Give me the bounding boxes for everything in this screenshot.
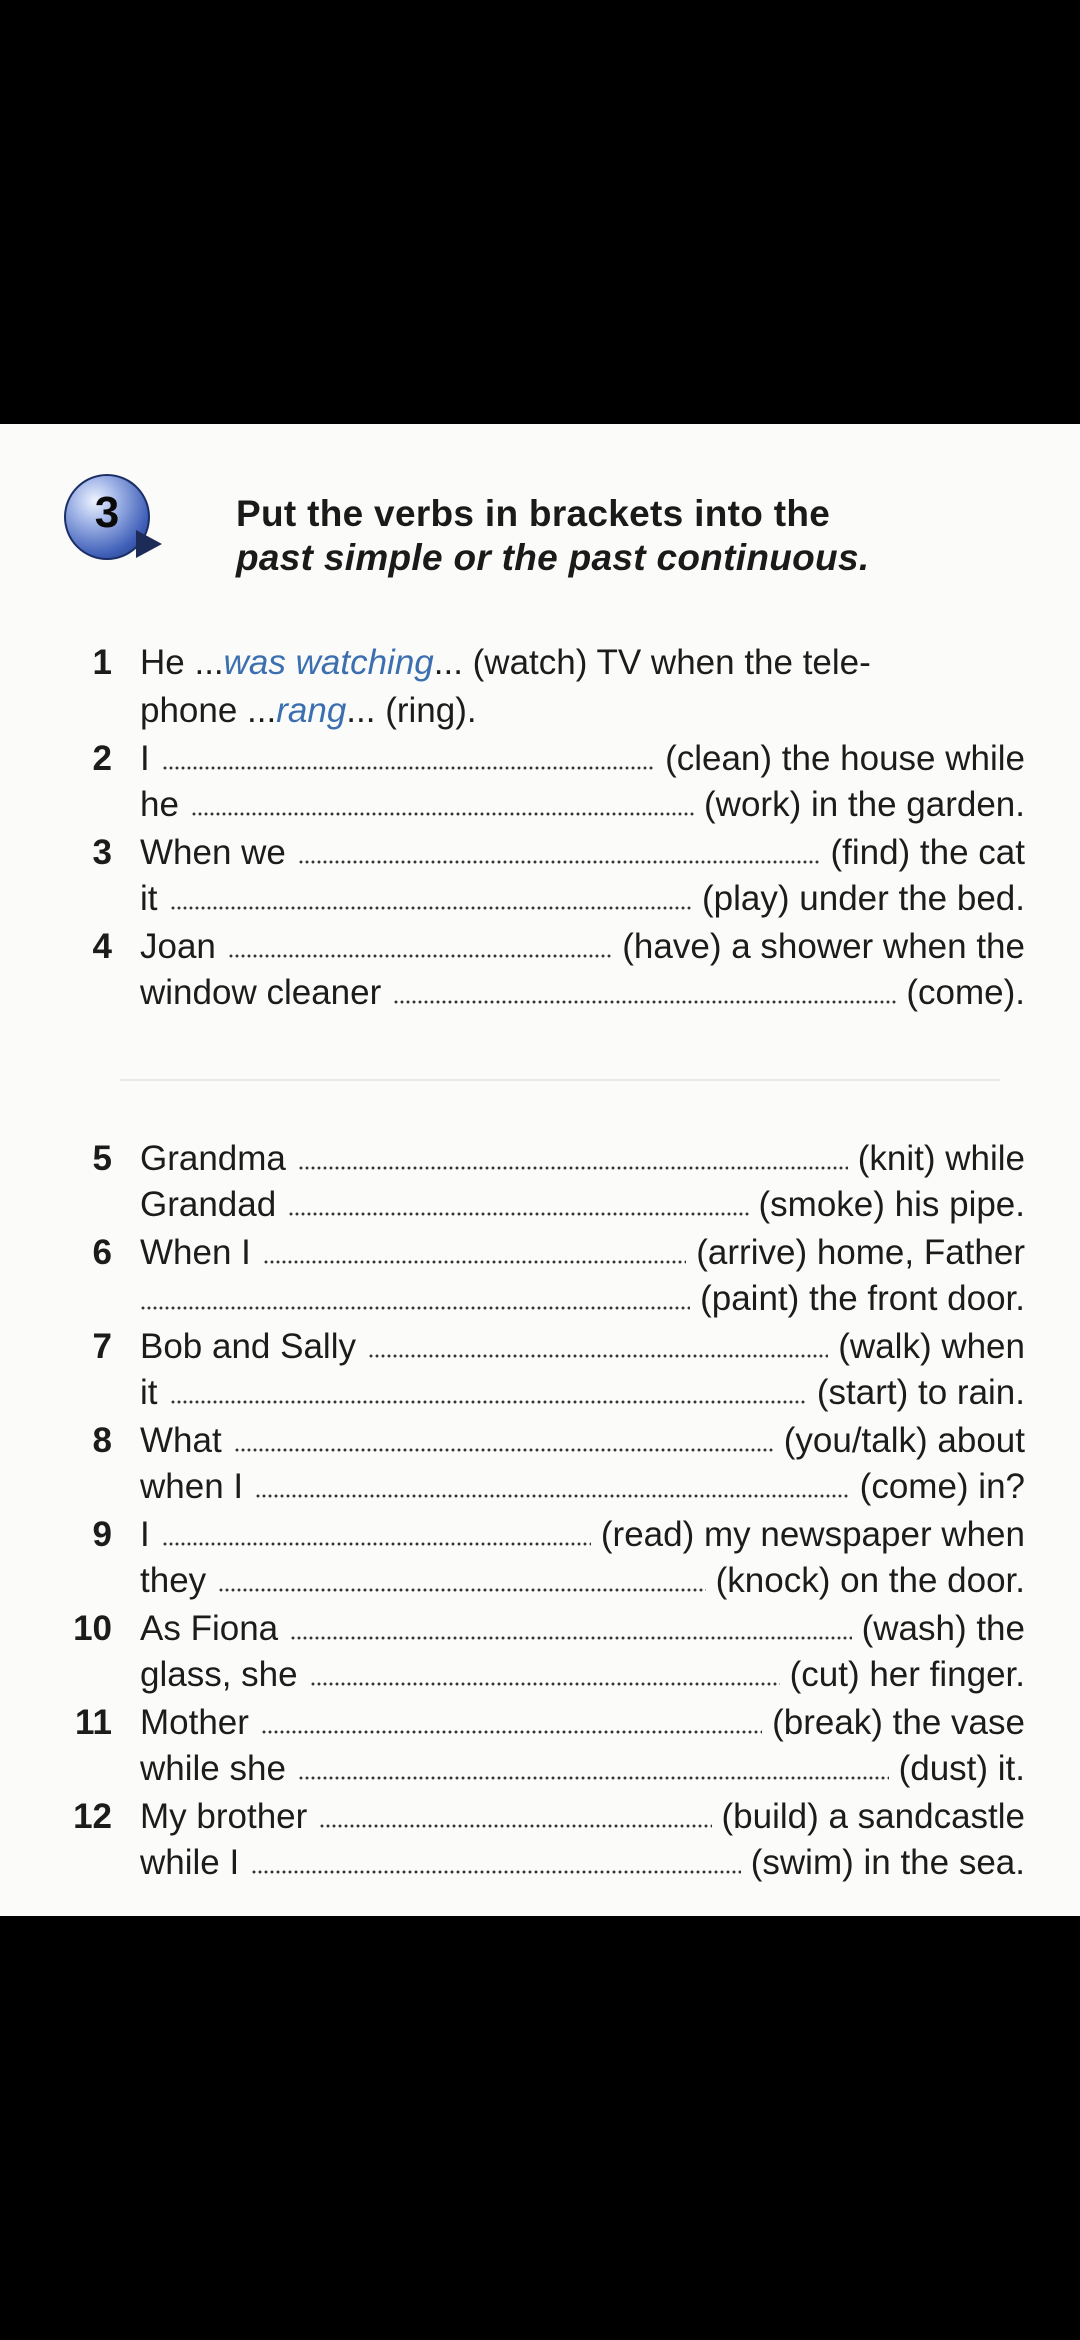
- sentence-end: (break) the vase: [772, 1703, 1025, 1742]
- item-number: 4: [92, 927, 112, 966]
- item-2-line-2: [140, 782, 1025, 828]
- item-number: 3: [92, 833, 112, 872]
- example-text: phone ...: [140, 691, 277, 730]
- sentence-start: Bob and Sally: [140, 1327, 356, 1366]
- exercise-instructions: [236, 492, 869, 580]
- sentence-start: window cleaner: [140, 973, 382, 1012]
- item-8-line-1: [92, 1418, 1025, 1464]
- sentence-end: (paint) the front door.: [700, 1279, 1025, 1318]
- item-4-line-2: [140, 970, 1025, 1016]
- example-answer: rang: [276, 691, 347, 730]
- answer-blank[interactable]: [288, 1212, 748, 1216]
- item-11-line-2: [140, 1746, 1025, 1792]
- answer-blank[interactable]: [310, 1682, 780, 1686]
- item-12-line-1: [73, 1794, 1025, 1840]
- sentence-start: while I: [140, 1843, 240, 1882]
- item-number: 1: [92, 643, 112, 682]
- sentence-end: (walk) when: [838, 1327, 1025, 1366]
- answer-blank[interactable]: [298, 1166, 848, 1170]
- sentence-start: he: [140, 785, 179, 824]
- example-line-1: [92, 640, 1025, 686]
- item-10-line-2: [140, 1652, 1025, 1698]
- badge-pointer: [136, 530, 162, 558]
- sentence-end: (you/talk) about: [783, 1421, 1025, 1460]
- item-3-line-1: [92, 830, 1025, 876]
- sentence-start: Grandad: [140, 1185, 277, 1224]
- sentence-end: (swim) in the sea.: [750, 1843, 1025, 1882]
- sentence-start: glass, she: [140, 1655, 298, 1694]
- sentence-start: it: [140, 1373, 158, 1412]
- sentence-start: I: [140, 1515, 150, 1554]
- sentence-end: (come).: [906, 973, 1025, 1012]
- sentence-start: it: [140, 879, 158, 918]
- item-number: 11: [75, 1703, 112, 1742]
- sentence-start: Mother: [140, 1703, 249, 1742]
- answer-blank[interactable]: [255, 1494, 850, 1498]
- example-answer: was watching: [223, 643, 434, 682]
- sentence-start: Joan: [140, 927, 216, 966]
- sentence-start: When we: [140, 833, 286, 872]
- sentence-end: (come) in?: [859, 1467, 1025, 1506]
- item-8-line-2: [140, 1464, 1025, 1510]
- sentence-end: (knock) on the door.: [715, 1561, 1025, 1600]
- sentence-end: (clean) the house while: [665, 739, 1025, 778]
- sentence-start: when I: [140, 1467, 244, 1506]
- item-9-line-1: [92, 1512, 1025, 1558]
- sentence-start: What: [140, 1421, 222, 1460]
- example-line-2: [140, 688, 1025, 734]
- answer-blank[interactable]: [234, 1448, 774, 1452]
- answer-blank[interactable]: [170, 906, 693, 910]
- sentence-end: (dust) it.: [898, 1749, 1025, 1788]
- sentence-start: Grandma: [140, 1139, 286, 1178]
- answer-blank[interactable]: [251, 1870, 741, 1874]
- item-number: 7: [92, 1327, 112, 1366]
- exercise-number: 3: [94, 488, 120, 537]
- item-5-line-2: [140, 1182, 1025, 1228]
- example-text: ... (ring).: [346, 691, 477, 730]
- sentence-end: (read) my newspaper when: [600, 1515, 1025, 1554]
- sentence-start: I: [140, 739, 150, 778]
- item-10-line-1: [73, 1606, 1025, 1652]
- item-3-line-2: [140, 876, 1025, 922]
- sentence-end: (play) under the bed.: [702, 879, 1025, 918]
- item-number: 12: [73, 1797, 112, 1836]
- sentence-end: (smoke) his pipe.: [758, 1185, 1025, 1224]
- answer-blank[interactable]: [218, 1588, 706, 1592]
- answer-blank[interactable]: [191, 812, 694, 816]
- item-6-line-2: [140, 1276, 1025, 1322]
- item-number: 6: [92, 1233, 112, 1272]
- answer-blank[interactable]: [263, 1260, 686, 1264]
- answer-blank[interactable]: [228, 954, 612, 958]
- answer-blank[interactable]: [170, 1400, 807, 1404]
- sentence-end: (wash) the: [861, 1609, 1025, 1648]
- item-number: 2: [92, 739, 112, 778]
- sentence-end: (cut) her finger.: [789, 1655, 1025, 1694]
- sentence-end: (work) in the garden.: [704, 785, 1025, 824]
- item-9-line-2: [140, 1558, 1025, 1604]
- item-11-line-1: [75, 1700, 1025, 1746]
- item-number: 10: [73, 1609, 112, 1648]
- sentence-start: they: [140, 1561, 207, 1600]
- item-number: 9: [92, 1515, 112, 1554]
- sentence-start: As Fiona: [140, 1609, 279, 1648]
- worksheet-page: [0, 424, 1080, 1916]
- exercise-number-badge: [64, 474, 156, 566]
- section-divider: [120, 1079, 1000, 1081]
- item-4-line-1: [92, 924, 1025, 970]
- sentence-start: When I: [140, 1233, 251, 1272]
- sentence-end: (build) a sandcastle: [721, 1797, 1025, 1836]
- item-5-line-1: [92, 1136, 1025, 1182]
- sentence-end: (arrive) home, Father: [696, 1233, 1025, 1272]
- sentence-end: (knit) while: [857, 1139, 1025, 1178]
- item-7-line-2: [140, 1370, 1025, 1416]
- sentence-end: (start) to rain.: [816, 1373, 1025, 1412]
- sentence-start: while she: [140, 1749, 286, 1788]
- answer-blank[interactable]: [298, 1776, 889, 1780]
- sentence-end: (have) a shower when the: [622, 927, 1025, 966]
- example-text: He ...: [140, 643, 224, 682]
- answer-blank[interactable]: [298, 860, 821, 864]
- example-text: ... (watch) TV when the tele-: [433, 643, 871, 682]
- sentence-end: (find) the cat: [830, 833, 1025, 872]
- answer-blank[interactable]: [290, 1636, 851, 1640]
- answer-blank[interactable]: [162, 1542, 591, 1546]
- answer-blank[interactable]: [261, 1730, 762, 1734]
- instruction-line-1: Put the verbs in brackets into the: [236, 493, 831, 534]
- item-number: 8: [92, 1421, 112, 1460]
- answer-blank[interactable]: [319, 1824, 711, 1828]
- answer-blank[interactable]: [368, 1354, 828, 1358]
- answer-blank[interactable]: [393, 1000, 896, 1004]
- item-7-line-1: [92, 1324, 1025, 1370]
- answer-blank[interactable]: [140, 1306, 690, 1310]
- answer-blank[interactable]: [162, 766, 655, 770]
- item-2-line-1: [92, 736, 1025, 782]
- sentence-start: My brother: [140, 1797, 308, 1836]
- instruction-line-2: past simple or the past continuous.: [236, 537, 870, 578]
- item-number: 5: [92, 1139, 112, 1178]
- item-6-line-1: [92, 1230, 1025, 1276]
- item-12-line-2: [140, 1840, 1025, 1886]
